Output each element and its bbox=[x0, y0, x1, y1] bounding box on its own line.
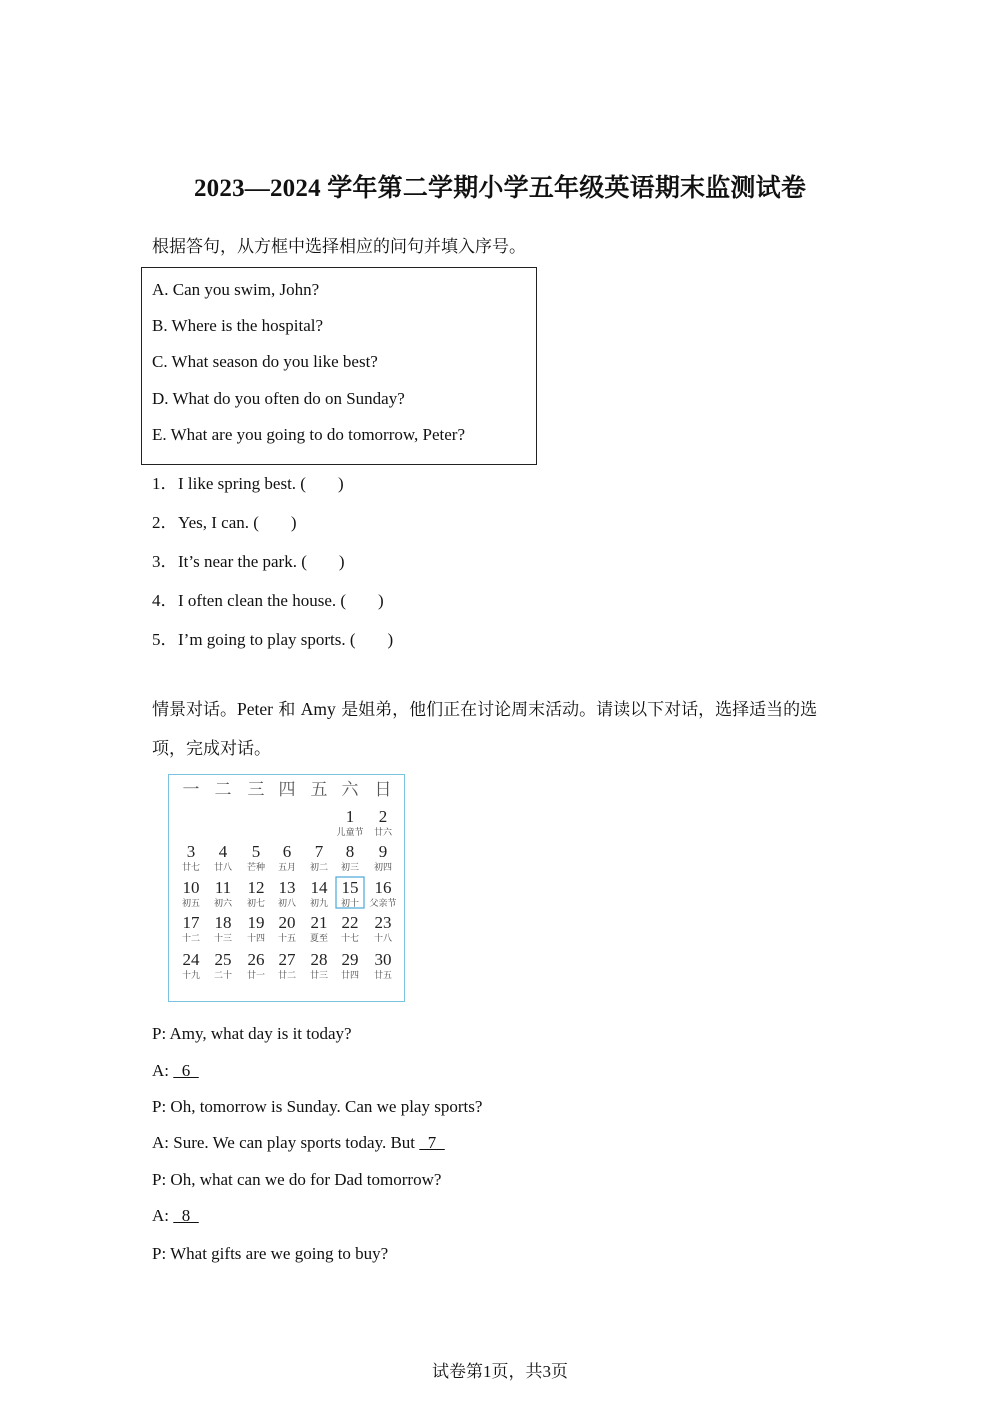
calendar-date: 7 bbox=[314, 842, 324, 861]
page-title: 2023—2024 学年第二学期小学五年级英语期末监测试卷 bbox=[193, 175, 807, 202]
question-text: It’s near the park. ( bbox=[178, 552, 307, 571]
calendar-lunar-label: 十八 bbox=[373, 934, 393, 944]
answer-blank-6: 6 bbox=[173, 1061, 199, 1080]
question-close: ) bbox=[338, 552, 345, 571]
calendar-date: 11 bbox=[214, 878, 232, 897]
calendar-date: 6 bbox=[282, 842, 292, 861]
intro-text-line2: 项，完成对话。 bbox=[152, 739, 271, 759]
option-d: D. What do you often do on Sunday? bbox=[152, 389, 405, 408]
question-text: I often clean the house. ( bbox=[178, 591, 347, 610]
calendar-date: 9 bbox=[378, 842, 388, 861]
calendar-lunar-label: 廿三 bbox=[309, 971, 329, 981]
calendar-lunar-label: 十五 bbox=[277, 934, 297, 944]
dialogue-line bbox=[152, 1170, 441, 1190]
question-3 bbox=[152, 547, 345, 572]
calendar-lunar-label: 十二 bbox=[181, 934, 201, 944]
calendar-lunar-label: 儿童节 bbox=[336, 828, 364, 838]
calendar-weekday: 六 bbox=[341, 780, 359, 800]
calendar-weekday: 日 bbox=[374, 780, 392, 800]
calendar-weekday: 二 bbox=[214, 780, 232, 800]
intro-text: 情景对话。 bbox=[152, 700, 237, 720]
dialogue-line bbox=[152, 1206, 199, 1226]
calendar-weekday: 三 bbox=[247, 780, 265, 800]
intro-text: 和 bbox=[278, 700, 296, 720]
calendar-lunar-label: 二十 bbox=[213, 971, 233, 981]
calendar-date: 13 bbox=[278, 878, 296, 897]
section1-instruction: 根据答句，从方框中选择相应的问句并填入序号。 bbox=[152, 237, 526, 257]
calendar-date: 19 bbox=[247, 913, 265, 932]
calendar-lunar-label: 廿四 bbox=[340, 971, 360, 981]
calendar-date: 14 bbox=[310, 878, 328, 897]
calendar-date: 25 bbox=[214, 950, 232, 969]
dialogue-line bbox=[152, 1244, 388, 1264]
calendar-date: 22 bbox=[341, 913, 359, 932]
calendar-grid bbox=[169, 775, 404, 1001]
question-number: 5． bbox=[152, 630, 178, 649]
calendar-date: 21 bbox=[310, 913, 328, 932]
calendar-date: 20 bbox=[278, 913, 296, 932]
calendar-weekday: 四 bbox=[278, 780, 296, 800]
footer-text: 页，共 bbox=[491, 1362, 543, 1382]
question-close: ) bbox=[378, 591, 384, 610]
dialogue-line bbox=[152, 1061, 199, 1081]
dialogue-text: P: Oh, what can we do for Dad tomorrow? bbox=[152, 1170, 442, 1189]
calendar-lunar-label: 初七 bbox=[246, 899, 266, 909]
option-a: A. Can you swim, John? bbox=[152, 280, 320, 299]
calendar-weekday: 五 bbox=[310, 780, 328, 800]
intro-name-peter: Peter bbox=[237, 699, 273, 719]
option-b: B. Where is the hospital? bbox=[152, 316, 324, 335]
calendar-lunar-label: 初五 bbox=[181, 899, 201, 909]
calendar-lunar-label: 夏至 bbox=[309, 934, 329, 944]
calendar-lunar-label: 十三 bbox=[213, 934, 233, 944]
question-close: ) bbox=[387, 630, 394, 649]
calendar-date: 10 bbox=[182, 878, 200, 897]
question-1 bbox=[152, 469, 344, 494]
dialogue-line bbox=[152, 1133, 445, 1153]
footer-total: 3 bbox=[542, 1362, 551, 1381]
dialogue-text: A: bbox=[152, 1206, 174, 1225]
calendar-date: 3 bbox=[186, 842, 196, 861]
calendar-date: 15 bbox=[341, 878, 359, 897]
calendar-lunar-label: 初十 bbox=[340, 899, 360, 909]
calendar-lunar-label: 芒种 bbox=[246, 863, 266, 873]
dialogue-text: P: Oh, tomorrow is Sunday. Can we play sports? bbox=[152, 1097, 483, 1116]
section2-intro bbox=[152, 690, 842, 769]
calendar-date: 1 bbox=[345, 807, 355, 826]
calendar-lunar-label: 初八 bbox=[277, 899, 297, 909]
calendar-date: 8 bbox=[345, 842, 355, 861]
calendar-lunar-label: 十七 bbox=[340, 934, 360, 944]
calendar-date: 30 bbox=[374, 950, 392, 969]
calendar-lunar-label: 父亲节 bbox=[369, 899, 397, 909]
dialogue-line bbox=[152, 1024, 352, 1044]
dialogue-line bbox=[152, 1097, 482, 1117]
calendar-date: 28 bbox=[310, 950, 328, 969]
calendar-date: 4 bbox=[218, 842, 228, 861]
calendar-date: 5 bbox=[251, 842, 261, 861]
calendar-lunar-label: 十九 bbox=[181, 971, 201, 981]
question-close: ) bbox=[337, 474, 344, 493]
calendar-lunar-label: 初三 bbox=[340, 863, 360, 873]
question-number: 2． bbox=[152, 513, 178, 532]
footer-text: 页 bbox=[551, 1362, 568, 1382]
footer-text: 试卷第 bbox=[432, 1362, 483, 1382]
question-4 bbox=[152, 586, 384, 611]
calendar-date: 16 bbox=[374, 878, 392, 897]
calendar-date: 29 bbox=[341, 950, 359, 969]
intro-text: 是姐弟，他们正在讨论周末活动。请读以下对话，选择适当的选 bbox=[341, 700, 818, 720]
calendar-lunar-label: 廿六 bbox=[373, 828, 393, 838]
calendar-lunar-label: 初六 bbox=[213, 899, 233, 909]
calendar-date: 17 bbox=[182, 913, 200, 932]
calendar-lunar-label: 廿一 bbox=[246, 971, 266, 981]
question-text: I like spring best. ( bbox=[178, 474, 306, 493]
dialogue-text: A: Sure. We can play sports today. But bbox=[152, 1133, 420, 1152]
answer-blank-7: 7 bbox=[419, 1133, 445, 1152]
question-2 bbox=[152, 508, 297, 533]
calendar-weekday: 一 bbox=[182, 780, 200, 800]
calendar-date: 18 bbox=[214, 913, 232, 932]
calendar-date: 26 bbox=[247, 950, 265, 969]
option-e: E. What are you going to do tomorrow, Peter? bbox=[152, 425, 466, 444]
dialogue-text: A: bbox=[152, 1061, 174, 1080]
calendar-date: 12 bbox=[247, 878, 265, 897]
question-number: 1． bbox=[152, 474, 178, 493]
page-footer bbox=[0, 1357, 1000, 1382]
calendar-lunar-label: 初九 bbox=[309, 899, 329, 909]
calendar-lunar-label: 廿七 bbox=[181, 863, 201, 873]
calendar-lunar-label: 十四 bbox=[246, 934, 266, 944]
calendar-lunar-label: 五月 bbox=[277, 863, 297, 873]
question-text: Yes, I can. ( bbox=[178, 513, 259, 532]
calendar-date: 2 bbox=[378, 807, 388, 826]
calendar bbox=[168, 774, 405, 1002]
calendar-lunar-label: 初二 bbox=[309, 863, 329, 873]
calendar-lunar-label: 廿五 bbox=[373, 971, 393, 981]
question-5 bbox=[152, 625, 393, 650]
calendar-date: 24 bbox=[182, 950, 200, 969]
intro-name-amy: Amy bbox=[300, 699, 336, 719]
dialogue-text: P: Amy, what day is it today? bbox=[152, 1024, 352, 1043]
answer-blank-8: 8 bbox=[173, 1206, 199, 1225]
calendar-lunar-label: 初四 bbox=[373, 863, 393, 873]
calendar-lunar-label: 廿二 bbox=[277, 971, 297, 981]
calendar-date: 27 bbox=[278, 950, 296, 969]
calendar-lunar-label: 廿八 bbox=[213, 863, 233, 873]
dialogue-text: P: What gifts are we going to buy? bbox=[152, 1244, 389, 1263]
option-c: C. What season do you like best? bbox=[152, 352, 378, 371]
question-close: ) bbox=[290, 513, 297, 532]
footer-page: 1 bbox=[483, 1362, 492, 1381]
question-number: 4． bbox=[152, 591, 178, 610]
calendar-date: 23 bbox=[374, 913, 392, 932]
question-number: 3． bbox=[152, 552, 178, 571]
question-text: I’m going to play sports. ( bbox=[178, 630, 356, 649]
